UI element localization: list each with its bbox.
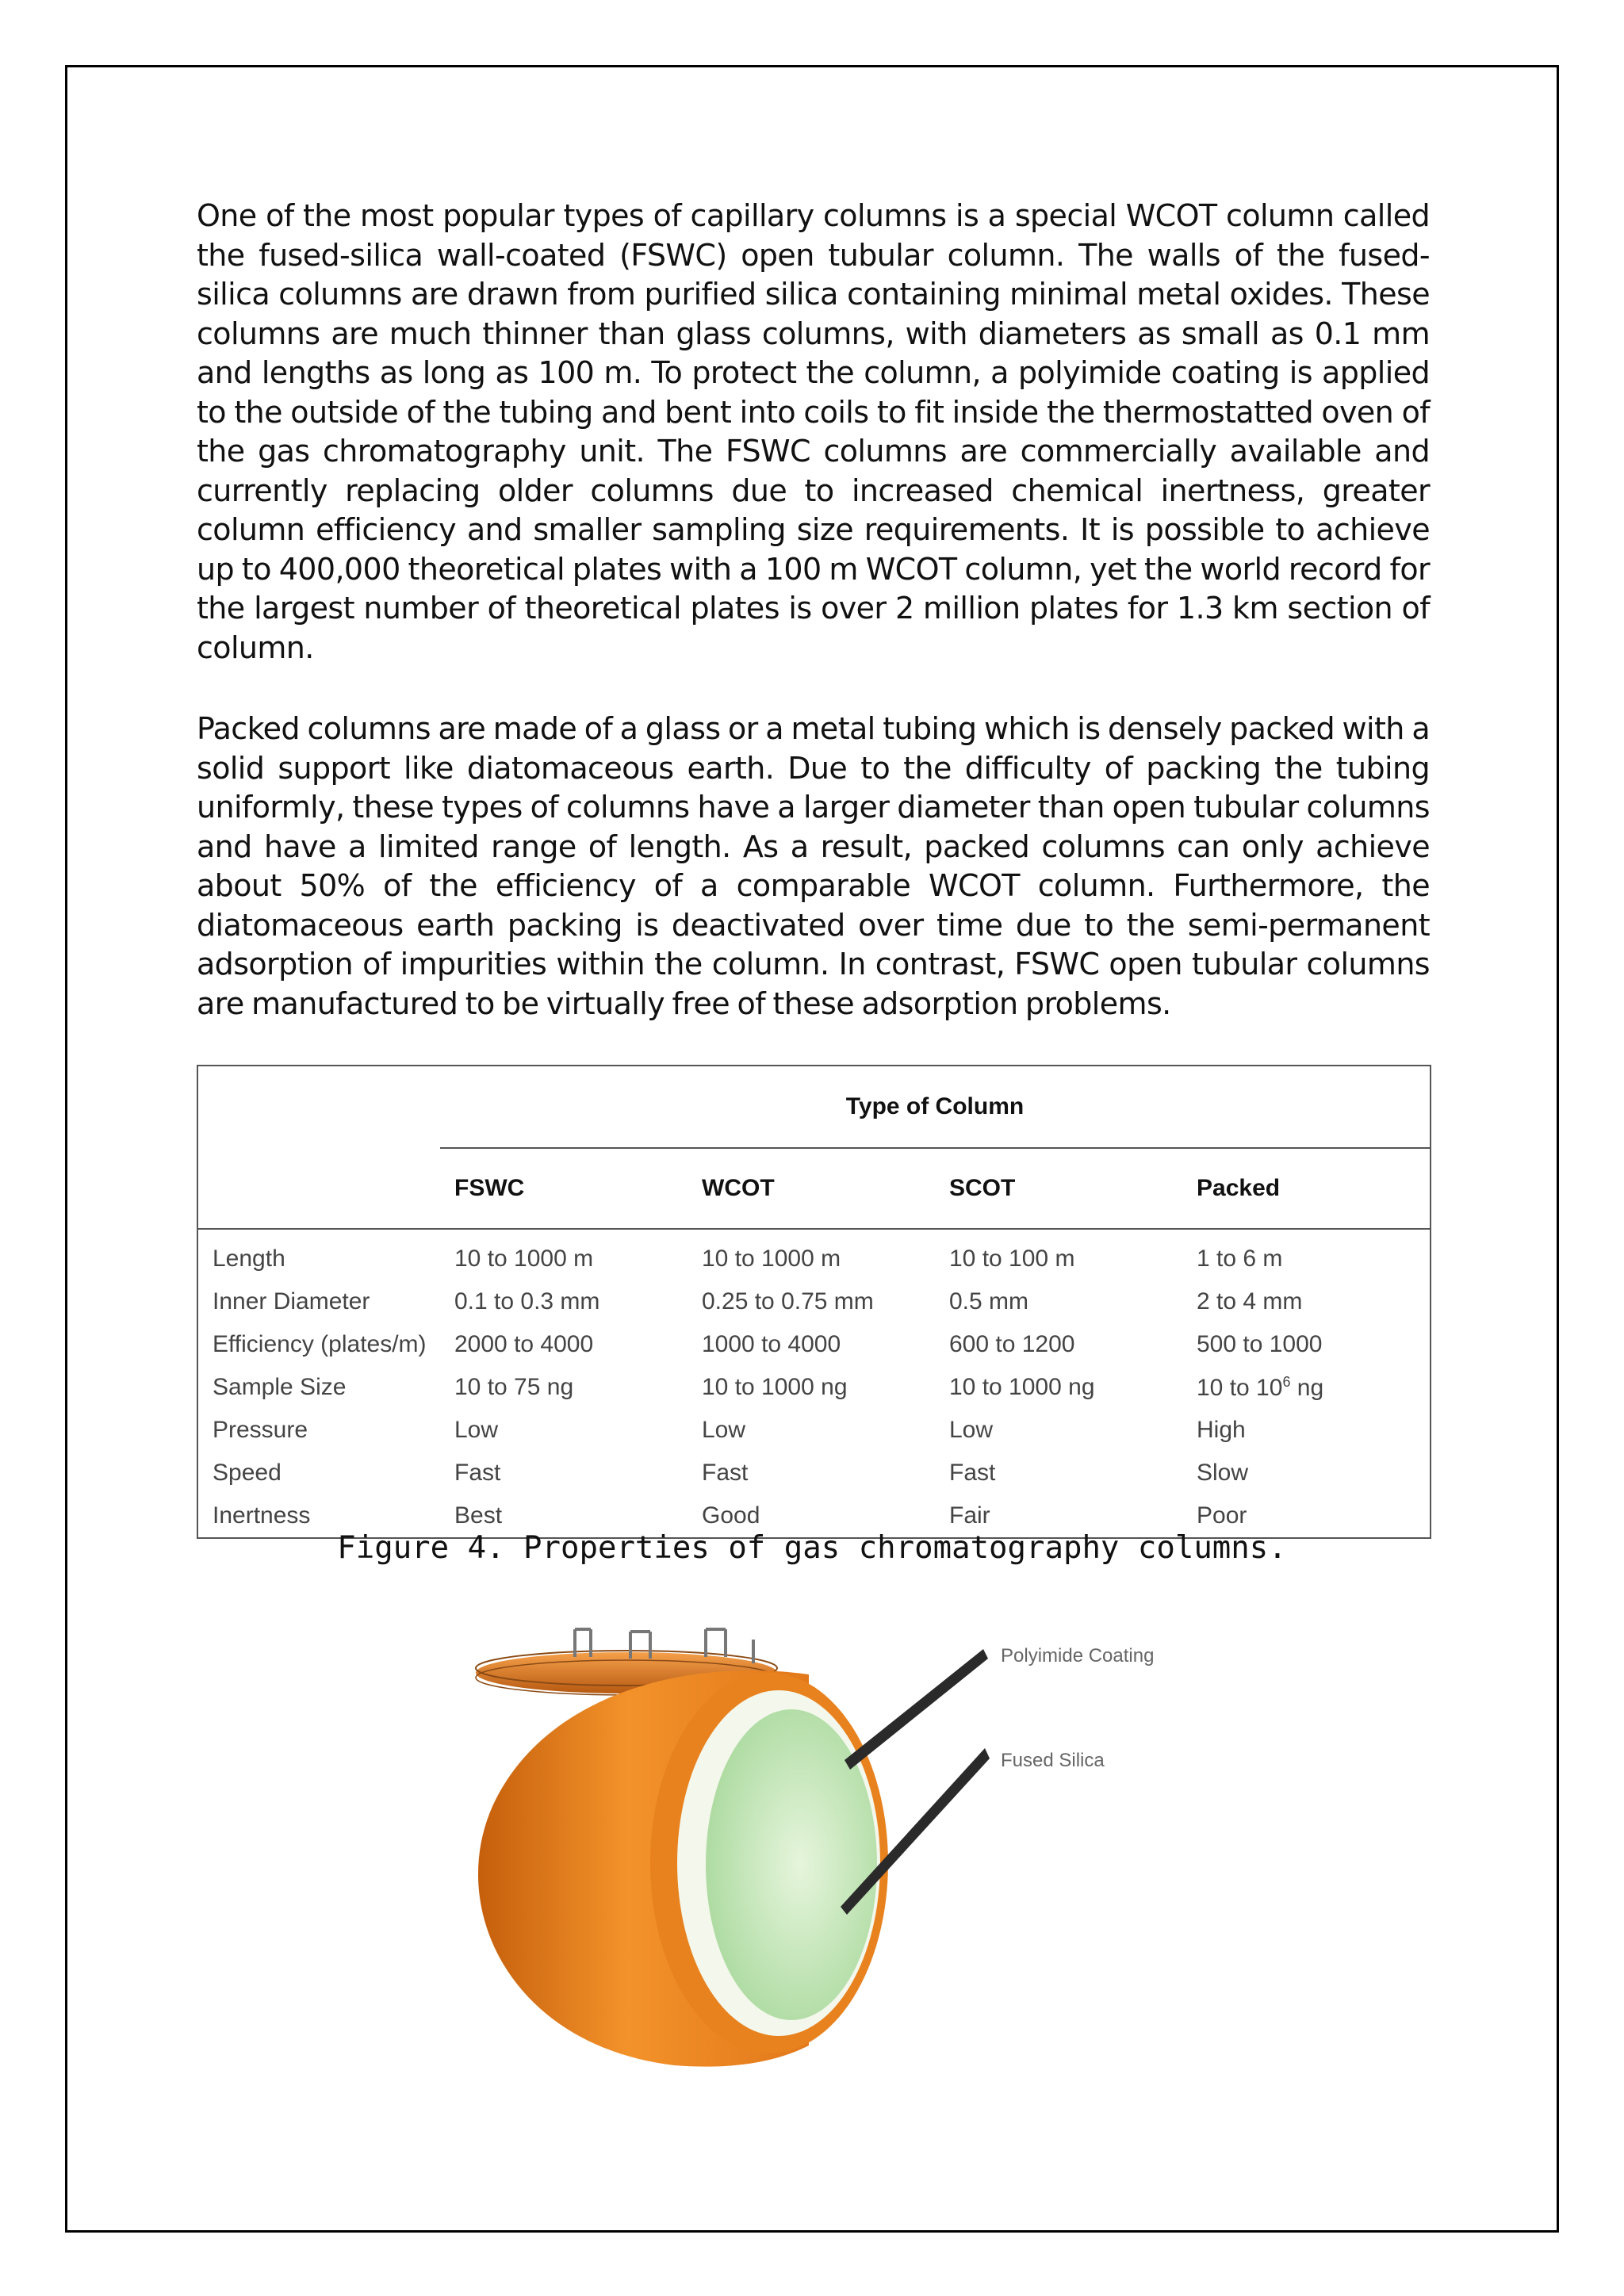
table-cell: Low bbox=[454, 1417, 499, 1443]
column-cross-section-figure bbox=[412, 1601, 1155, 2093]
row-label: Pressure bbox=[213, 1417, 308, 1443]
table-row bbox=[197, 1452, 1431, 1494]
label-polyimide-coating: Polyimide Coating bbox=[1001, 1645, 1155, 1667]
cell-unit: ng bbox=[1290, 1374, 1324, 1401]
table-cell: 500 to 1000 bbox=[1197, 1331, 1323, 1357]
column-header-wcot: WCOT bbox=[688, 1148, 935, 1229]
table-cell: 10 to 1000 ng bbox=[702, 1374, 848, 1400]
figure-caption: Figure 4. Properties of gas chromatography columns. bbox=[337, 1530, 1287, 1566]
table-cell: High bbox=[1197, 1417, 1246, 1443]
table-cell: 10 to 100 m bbox=[949, 1246, 1075, 1272]
table-cell: Best bbox=[454, 1502, 503, 1529]
body-paragraph: Packed columns are made of a glass or a metal tubing which is densely packed with a solid support like diatomaceous earth. Due to the difficulty of packing the tubing uniformly, these types of columns have a larger diameter than open tubular columns and have a limited range of length. As a result, packed columns can only achieve about 50% of the efficiency of a comparable WCOT column. Furthermore, the diatomaceous earth packing is deactivated over time due to the semi-permanent adsorption of impurities within the column. In contrast, FSWC open tubular columns are manufactured to be virtually free of these adsorption problems. bbox=[197, 711, 1430, 1021]
table-cell: Good bbox=[702, 1502, 760, 1529]
table-cell: Low bbox=[949, 1417, 994, 1443]
table-cell: Fast bbox=[702, 1460, 749, 1486]
row-label: Length bbox=[213, 1246, 285, 1272]
row-label: Inertness bbox=[213, 1502, 311, 1529]
table-cell: Slow bbox=[1197, 1460, 1249, 1486]
column-header-packed: Packed bbox=[1182, 1148, 1431, 1229]
table-cell: Fair bbox=[949, 1502, 990, 1529]
table-cell: 0.1 to 0.3 mm bbox=[454, 1288, 600, 1314]
table-cell: 10 to 75 ng bbox=[454, 1374, 574, 1400]
label-fused-silica: Fused Silica bbox=[1001, 1750, 1105, 1771]
column-illustration bbox=[412, 1601, 1155, 2093]
table-row bbox=[197, 1280, 1431, 1323]
table-cell: 1 to 6 m bbox=[1197, 1246, 1283, 1272]
table-cell: Low bbox=[702, 1417, 746, 1443]
table-cell: Poor bbox=[1197, 1502, 1247, 1529]
table-cell: 2000 to 4000 bbox=[454, 1331, 594, 1357]
table-cell: 2 to 4 mm bbox=[1197, 1288, 1303, 1314]
table-cell: 10 to 1000 m bbox=[702, 1246, 841, 1272]
cell-base: 10 to 10 bbox=[1197, 1374, 1283, 1401]
table-group-header: Type of Column bbox=[845, 1093, 1025, 1119]
row-label: Inner Diameter bbox=[213, 1288, 370, 1314]
table-corner bbox=[197, 1066, 440, 1148]
table-cell bbox=[1182, 1366, 1431, 1409]
body-paragraph: One of the most popular types of capillary columns is a special WCOT column called the fused-silica wall-coated (FSWC) open tubular column. The walls of the fused-silica columns are drawn from purified silica containing minimal metal oxides. These columns are much thinner than glass columns, with diameters as small as 0.1 mm and lengths as long as 100 m. To protect the column, a polyimide coating is applied to the outside of the tubing and bent into coils to fit inside the thermostatted oven of the gas chromatography unit. The FSWC columns are commercially available and currently replacing older columns due to increased chemical inertness, greater column efficiency and smaller sampling size requirements. It is possible to achieve up to 400,000 theoretical plates with a 100 m WCOT column, yet the world record for the largest number of theoretical plates is over 2 million plates for 1.3 km section of column. bbox=[197, 198, 1430, 665]
table-row bbox=[197, 1323, 1431, 1366]
table-cell: 0.5 mm bbox=[949, 1288, 1029, 1314]
table-cell: Fast bbox=[454, 1460, 501, 1486]
table-corner-lower bbox=[197, 1148, 440, 1229]
table-row bbox=[197, 1409, 1431, 1452]
table-row bbox=[197, 1229, 1431, 1280]
column-header-scot: SCOT bbox=[935, 1148, 1182, 1229]
row-label: Efficiency (plates/m) bbox=[213, 1331, 427, 1357]
column-properties-table bbox=[197, 1065, 1431, 1539]
row-label: Speed bbox=[213, 1460, 282, 1486]
table-cell: 10 to 1000 ng bbox=[949, 1374, 1095, 1400]
table-row bbox=[197, 1366, 1431, 1409]
row-label: Sample Size bbox=[213, 1374, 347, 1400]
table-cell: 1000 to 4000 bbox=[702, 1331, 841, 1357]
tube-cross-section bbox=[478, 1670, 888, 2067]
column-header-fswc: FSWC bbox=[440, 1148, 688, 1229]
table-cell: 0.25 to 0.75 mm bbox=[702, 1288, 874, 1314]
cell-exponent: 6 bbox=[1282, 1373, 1291, 1390]
table-cell: 600 to 1200 bbox=[949, 1331, 1075, 1357]
table-cell: 10 to 1000 m bbox=[454, 1246, 594, 1272]
table-cell: Fast bbox=[949, 1460, 996, 1486]
